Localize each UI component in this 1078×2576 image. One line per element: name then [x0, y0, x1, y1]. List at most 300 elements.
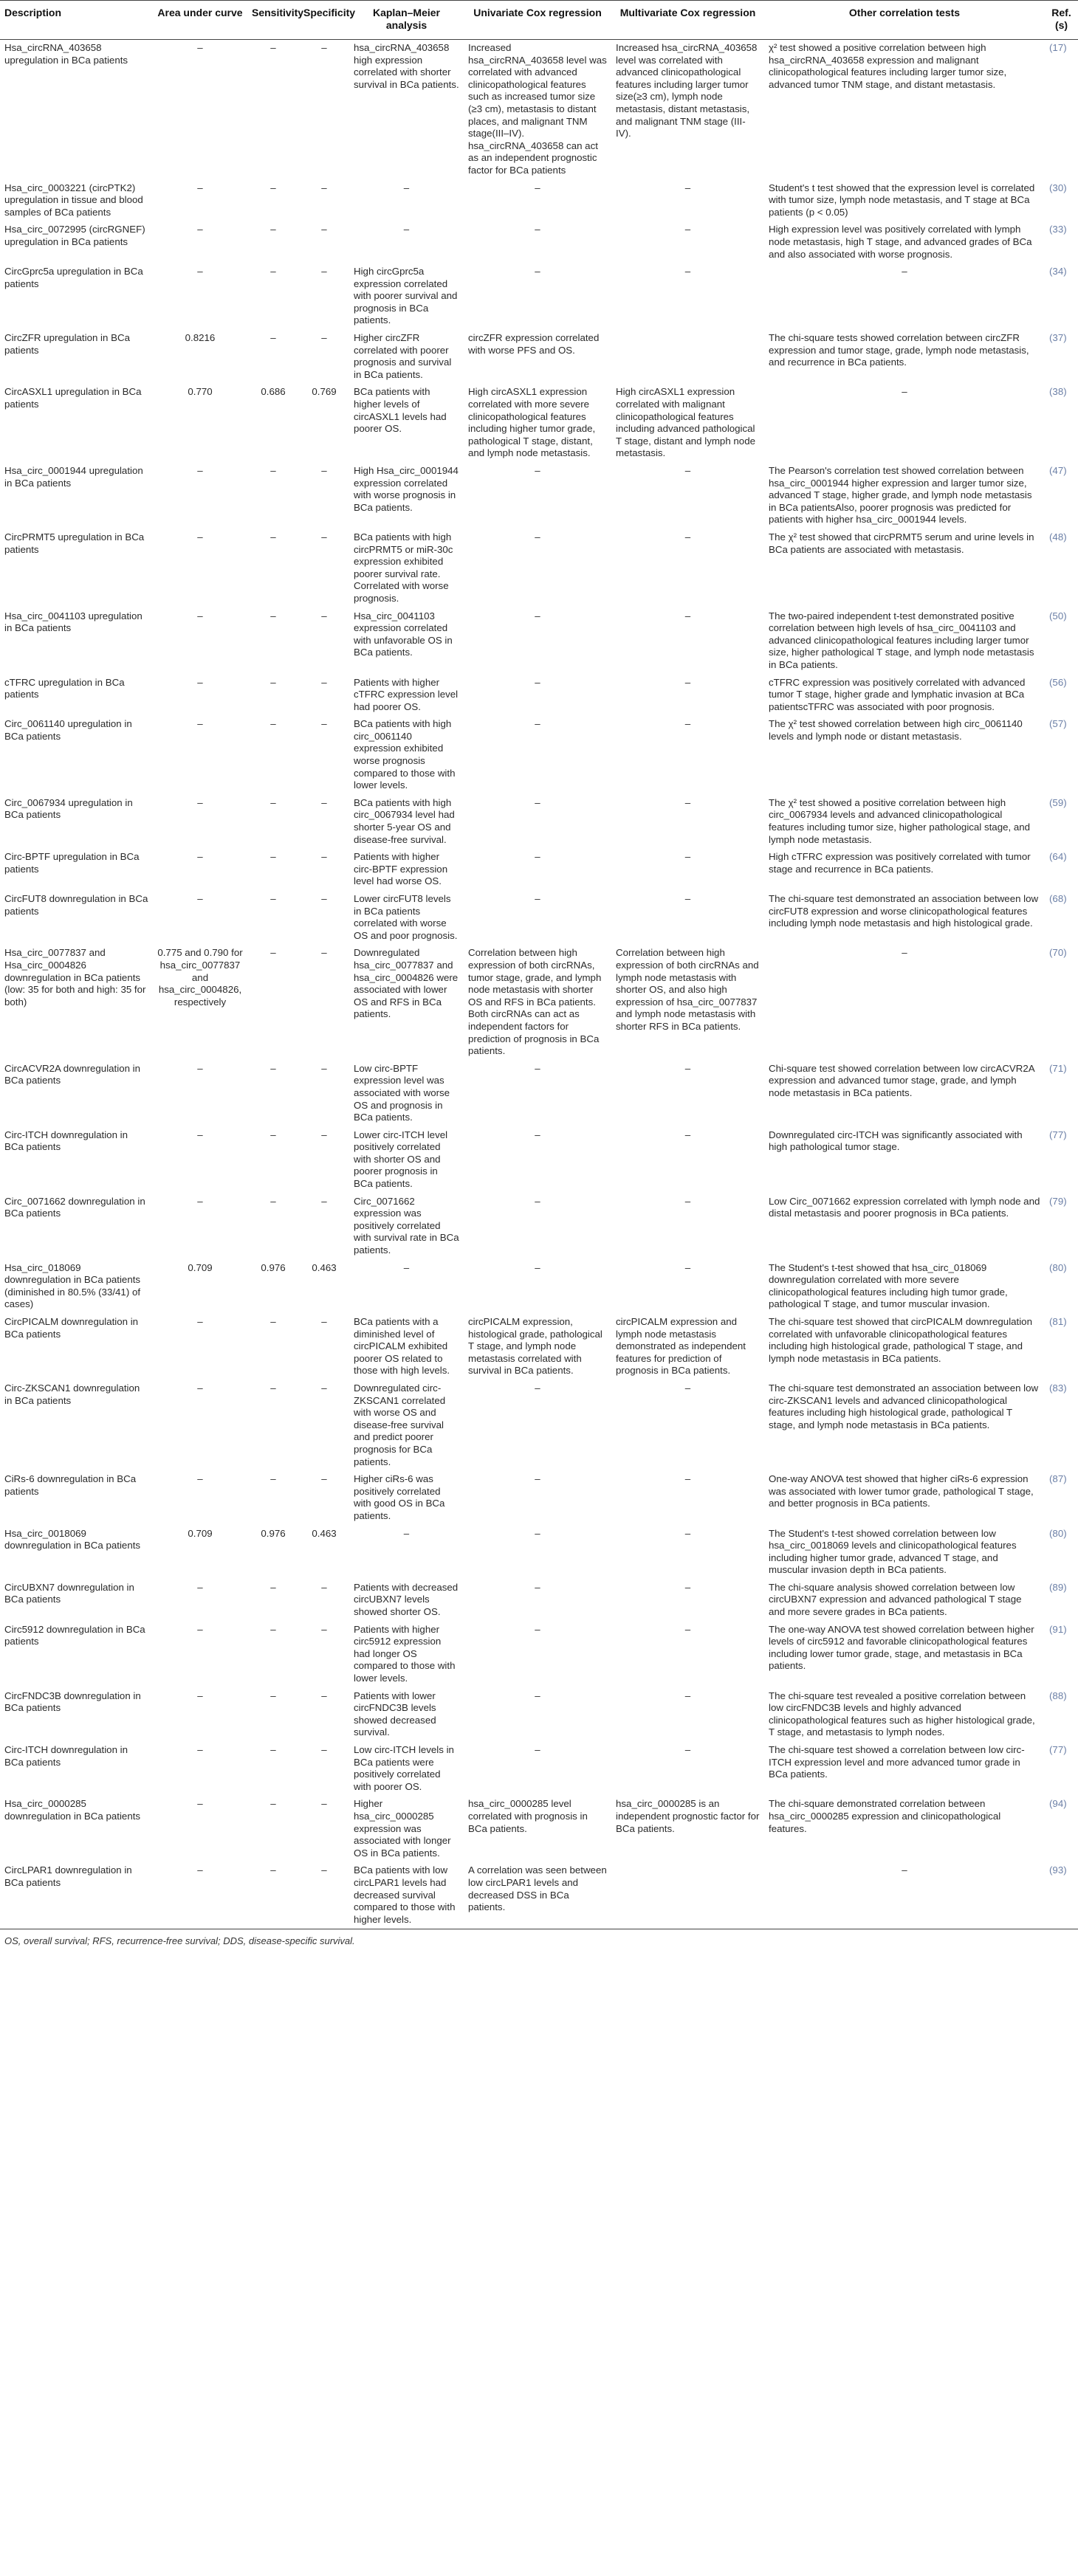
cell-auc: – [197, 42, 203, 53]
cell-specificity: – [321, 851, 327, 863]
cell-auc: – [197, 1473, 203, 1485]
cell-ref: (30) [1049, 182, 1067, 193]
cell-univariate: – [535, 1690, 540, 1701]
cell-ref: (59) [1049, 796, 1067, 808]
table-row [0, 1622, 1078, 1688]
cell-sensitivity: – [270, 1690, 276, 1701]
cell-auc: – [197, 1744, 203, 1755]
cell-auc: – [197, 718, 203, 730]
cell-specificity: – [321, 224, 327, 235]
table-footnote: OS, overall survival; RFS, recurrence-free survival; DDS, disease-specific survival. [4, 1935, 355, 1947]
cell-other-tests: High expression level was positively correlated with lymph node metastasis, high T stage, and advanced grades of BCa and also associated with worse prognosis. [769, 224, 1032, 260]
cell-other-tests: cTFRC expression was positively correlated with advanced tumor T stage, higher grade and lymphatic invasion at BCa patientscTFRC was associated with poor prognosis. [769, 676, 1026, 712]
cell-sensitivity: – [247, 1862, 299, 1929]
cell-ref: (33) [1049, 224, 1067, 235]
cell-univariate: – [535, 266, 540, 278]
header-ref: Ref. (s) [1045, 1, 1078, 40]
cell-other-tests: The chi-square test demonstrated an association between low circFUT8 expression and worse clinicopathological features including lymph node metastasis and high histological grade. [769, 893, 1039, 929]
cell-specificity: 0.463 [312, 1261, 337, 1273]
table-row [0, 1380, 1078, 1471]
cell-kaplan-meier: BCa patients with high circ_0061140 expression exhibited worse prognosis compared to those with lower levels. [354, 718, 456, 791]
cell-multivariate: circPICALM expression and lymph node metastasis demonstrated as independent features for prediction of prognosis in BCa patients. [616, 1316, 746, 1377]
cell-other-tests: The chi-square test revealed a positive correlation between low circFNDC3B levels and highly advanced clinicopathological features such as higher histological grade, T stage, and metastasis to lymph nodes. [769, 1690, 1035, 1738]
cell-multivariate: – [684, 1261, 691, 1273]
cell-sensitivity: – [270, 224, 276, 235]
cell-description: Hsa_circ_0001944 upregulation in BCa patients [4, 465, 143, 489]
cell-description: Hsa_circRNA_403658 upregulation in BCa patients [4, 42, 128, 66]
cell-multivariate: – [684, 1690, 691, 1701]
header-description: Description [0, 1, 153, 40]
cell-description: Circ_0071662 downregulation in BCa patients [4, 1195, 145, 1219]
cell-univariate: – [535, 1623, 540, 1635]
table-row [0, 675, 1078, 717]
cell-other-tests: The chi-square test demonstrated an association between low circ-ZKSCAN1 levels and advanced clinicopathological features including high histological grade, pathological T stage, and lymph node metastasis in BCa patients. [769, 1382, 1039, 1430]
cell-sensitivity: – [270, 1744, 276, 1755]
cell-kaplan-meier: Higher ciRs-6 was positively correlated with good OS in BCa patients. [354, 1473, 445, 1521]
cell-multivariate: – [684, 796, 691, 808]
cell-multivariate: – [684, 224, 691, 235]
cell-sensitivity: – [270, 947, 276, 959]
cell-kaplan-meier: – [403, 182, 410, 193]
cell-kaplan-meier: – [403, 1261, 410, 1273]
cell-kaplan-meier: Downregulated hsa_circ_0077837 and hsa_circ_0004826 were associated with lower OS and RFS in BCa patients. [354, 947, 459, 1020]
cell-kaplan-meier: Patients with higher circ-BPTF expression level had worse OS. [354, 851, 448, 887]
cell-sensitivity: – [270, 1195, 276, 1207]
cell-specificity: – [321, 182, 327, 193]
cell-other-tests: The χ² test showed that circPRMT5 serum and urine levels in BCa patients are associated with metastasis. [769, 531, 1034, 555]
cell-sensitivity: – [270, 1062, 276, 1074]
cell-description: CircFNDC3B downregulation in BCa patients [4, 1690, 141, 1714]
cell-specificity: 0.463 [312, 1527, 337, 1539]
table-row [0, 330, 1078, 384]
cell-univariate: High circASXL1 expression correlated with more severe clinicopathological features including higher tumor grade, pathological T stage, distant, and lymph node metastasis. [468, 386, 596, 459]
cell-description: Circ-ITCH downregulation in BCa patients [4, 1744, 128, 1768]
cell-other-tests: The one-way ANOVA test showed correlation between higher levels of circ5912 and favorable clinicopathological features including lower tumor grade, stage, and metastasis in BCa patients. [769, 1623, 1034, 1672]
table-row [0, 1471, 1078, 1525]
cell-multivariate [611, 330, 764, 384]
cell-ref: (71) [1049, 1062, 1067, 1074]
table-row [0, 1194, 1078, 1260]
cell-other-tests: The χ² test showed correlation between high circ_0061140 levels and lymph node or distant metastasis. [769, 718, 1023, 742]
cell-univariate: – [535, 676, 540, 688]
cell-description: Circ_0061140 upregulation in BCa patients [4, 718, 132, 742]
cell-auc: 0.770 [188, 386, 213, 398]
cell-sensitivity: – [270, 1129, 276, 1140]
cell-specificity: – [321, 1382, 327, 1394]
cell-multivariate: – [684, 718, 691, 730]
cell-specificity: – [321, 531, 327, 543]
cell-multivariate: – [684, 610, 691, 621]
cell-kaplan-meier: BCa patients with high circPRMT5 or miR-30c expression exhibited poorer survival rate. Correlated with worse prognosis. [354, 531, 453, 604]
table-row [0, 40, 1078, 180]
cell-univariate: – [535, 1261, 540, 1273]
cell-specificity: – [299, 1862, 349, 1929]
cell-sensitivity: – [270, 266, 276, 278]
cell-auc: – [197, 796, 203, 808]
cell-ref: (79) [1049, 1195, 1067, 1207]
cell-other-tests: The chi-square test showed that circPICALM downregulation correlated with unfavorable clinicopathological features including high histological grade, pathological T stage, and lymph node metastasis in BCa patients. [769, 1316, 1032, 1364]
cell-ref: (34) [1049, 266, 1067, 278]
cell-auc: – [197, 1382, 203, 1394]
cell-univariate: – [535, 224, 540, 235]
cell-description: CircUBXN7 downregulation in BCa patients [4, 1581, 134, 1605]
cell-auc: 0.709 [188, 1527, 213, 1539]
table-row [0, 795, 1078, 849]
cell-description: CircLPAR1 downregulation in BCa patients [0, 1862, 153, 1929]
cell-auc: – [197, 1690, 203, 1701]
cell-multivariate: Increased hsa_circRNA_403658 level was correlated with advanced clinicopathological features including larger tumor size(≥3 cm), lymph node metastasis, distant metastasis, and malignant TNM stage (III-IV). [616, 42, 758, 140]
cell-kaplan-meier: Patients with lower circFNDC3B levels showed decreased survival. [354, 1690, 436, 1738]
cell-ref: (47) [1049, 465, 1067, 476]
cell-kaplan-meier: Low circ-BPTF expression level was associated with worse OS and prognosis in BCa patients. [354, 1062, 450, 1123]
cell-description: Hsa_circ_0000285 downregulation in BCa patients [4, 1798, 141, 1822]
cell-kaplan-meier: Circ_0071662 expression was positively correlated with survival rate in BCa patients. [354, 1195, 459, 1256]
table-row [0, 221, 1078, 264]
cell-description: CircZFR upregulation in BCa patients [4, 332, 130, 356]
cell-multivariate: – [684, 851, 691, 863]
cell-specificity: – [321, 465, 327, 476]
cell-description: Circ-ZKSCAN1 downregulation in BCa patients [4, 1382, 140, 1406]
table-row [0, 384, 1078, 463]
cell-multivariate: High circASXL1 expression correlated with malignant clinicopathological features including advanced pathological T stage, distant and lymph node metastasis. [616, 386, 755, 459]
table-body [0, 40, 1078, 1929]
cell-auc: – [197, 1623, 203, 1635]
cell-other-tests: The chi-square demonstrated correlation between hsa_circ_0000285 expression and clinicopathological features. [769, 1798, 1001, 1834]
cell-specificity: – [321, 1744, 327, 1755]
cell-other-tests: The χ² test showed a positive correlation between high circ_0067934 levels and advanced clinicopathological features including tumor size, higher pathological stage, and lymph node metastasis. [769, 796, 1031, 845]
table-row [0, 1061, 1078, 1127]
cell-sensitivity: – [270, 718, 276, 730]
cell-specificity: – [321, 42, 327, 53]
cell-ref: (68) [1049, 893, 1067, 904]
cell-auc: – [197, 610, 203, 621]
cell-sensitivity: – [270, 851, 276, 863]
cell-univariate: – [535, 851, 540, 863]
cell-other-tests: The Pearson's correlation test showed correlation between hsa_circ_0001944 higher expression and larger tumor size, advanced T stage, higher grade, and lymph node metastasis in BCa patientsAlso, poorer prognosis was predicted for patients with higher hsa_circ_0001944 levels. [769, 465, 1032, 526]
cell-ref: (87) [1049, 1473, 1067, 1485]
cell-ref: (57) [1049, 718, 1067, 730]
cell-other-tests: Downregulated circ-ITCH was significantly associated with high pathological tumor stage. [769, 1129, 1023, 1153]
cell-multivariate: – [684, 676, 691, 688]
cell-ref: (93) [1045, 1862, 1078, 1929]
cell-auc: – [197, 1195, 203, 1207]
cell-specificity: – [321, 1316, 327, 1327]
cell-sensitivity: – [270, 1623, 276, 1635]
cell-multivariate: – [684, 893, 691, 904]
table-row [0, 1260, 1078, 1314]
cell-kaplan-meier: Higher hsa_circ_0000285 expression was associated with longer OS in BCa patients. [354, 1798, 451, 1859]
cell-other-tests: The two-paired independent t-test demonstrated positive correlation between high levels of hsa_circ_0041103 and advanced clinicopathological features including larger tumor size, higher pathological T stage, and lymph node metastasis in BCa patients. [769, 610, 1034, 670]
cell-ref: (77) [1049, 1129, 1067, 1140]
table-row [0, 463, 1078, 529]
cell-sensitivity: – [270, 465, 276, 476]
cell-auc: – [197, 851, 203, 863]
cell-ref: (64) [1049, 851, 1067, 863]
cell-multivariate: – [684, 1473, 691, 1485]
cell-univariate: – [535, 531, 540, 543]
cell-auc: – [197, 531, 203, 543]
cell-sensitivity: – [270, 1473, 276, 1485]
cell-description: CircASXL1 upregulation in BCa patients [4, 386, 142, 410]
cell-description: CircFUT8 downregulation in BCa patients [4, 893, 148, 917]
cell-univariate: – [535, 465, 540, 476]
cell-multivariate: – [684, 1382, 691, 1394]
cell-specificity: – [321, 1062, 327, 1074]
cell-other-tests: Student's t test showed that the expression level is correlated with tumor size, lymph node metastasis, and T stage at BCa patients (p < 0.05) [769, 182, 1035, 218]
cell-sensitivity: – [270, 676, 276, 688]
cell-specificity: – [321, 796, 327, 808]
cell-description: Hsa_circ_0041103 upregulation in BCa patients [4, 610, 143, 634]
header-kaplan-meier: Kaplan–Meier analysis [349, 1, 464, 40]
cell-multivariate: – [684, 1195, 691, 1207]
cell-specificity: 0.769 [312, 386, 337, 398]
cell-description: Hsa_circ_0003221 (circPTK2) upregulation in tissue and blood samples of BCa patients [4, 182, 143, 218]
cell-univariate: – [535, 893, 540, 904]
cell-other-tests: – [764, 1862, 1045, 1929]
cell-other-tests: The Student's t-test showed correlation between low hsa_circ_0018069 levels and clinicopathological features including higher tumor grade, advanced T stage, and muscular invasion depth in BCa patients. [769, 1527, 1017, 1576]
cell-kaplan-meier: Hsa_circ_0041103 expression correlated with unfavorable OS in BCa patients. [354, 610, 453, 658]
cell-description: Hsa_circ_018069 downregulation in BCa patients (diminished in 80.5% (33/41) of cases) [4, 1261, 141, 1310]
table-row [0, 1580, 1078, 1622]
cell-kaplan-meier: Patients with higher cTFRC expression level had poorer OS. [354, 676, 459, 712]
cell-multivariate: – [684, 1581, 691, 1593]
cell-multivariate: – [684, 465, 691, 476]
cell-univariate: – [535, 1581, 540, 1593]
cell-specificity: – [321, 1623, 327, 1635]
cell-univariate: – [535, 1527, 540, 1539]
cell-multivariate: – [684, 1623, 691, 1635]
cell-sensitivity: – [270, 1382, 276, 1394]
cell-kaplan-meier: Lower circFUT8 levels in BCa patients correlated with worse OS and poor prognosis. [354, 893, 458, 941]
table-row [0, 945, 1078, 1060]
cell-kaplan-meier: Lower circ-ITCH level positively correlated with shorter OS and poorer prognosis in BCa patients. [354, 1129, 448, 1190]
header-univariate: Univariate Cox regression [464, 1, 611, 40]
cell-auc: – [197, 182, 203, 193]
cell-kaplan-meier: Downregulated circ-ZKSCAN1 correlated with worse OS and disease-free survival and predict poorer prognosis for BCa patients. [354, 1382, 446, 1467]
cell-univariate: circPICALM expression, histological grade, pathological T stage, and lymph node metastasis correlated with survival in BCa patients. [468, 1316, 602, 1377]
cell-kaplan-meier: BCa patients with high circ_0067934 level had shorter 5-year OS and disease-free survival. [354, 796, 455, 845]
cell-ref: (81) [1049, 1316, 1067, 1327]
cell-univariate: Increased hsa_circRNA_403658 level was correlated with advanced clinicopathological features such as increased tumor size (≥3 cm), metastasis to distant places, and malignant TNM stage(III–IV). hsa_circRNA_403658 can act as an independent prognostic factor for BCa patients [468, 42, 607, 176]
cell-auc: – [197, 1316, 203, 1327]
cell-specificity: – [321, 1690, 327, 1701]
cell-multivariate: – [684, 531, 691, 543]
cell-univariate: circZFR expression correlated with worse PFS and OS. [468, 332, 600, 356]
cell-auc: 0.8216 [185, 332, 216, 344]
cell-auc: 0.709 [188, 1261, 213, 1273]
cell-description: Hsa_circ_0018069 downregulation in BCa patients [4, 1527, 141, 1552]
cell-other-tests: χ² test showed a positive correlation between high hsa_circRNA_403658 expression and malignant clinicopathological features including larger tumor size, advanced tumor TNM stage, and distant metastasis. [769, 42, 1007, 90]
cell-kaplan-meier: Higher circZFR correlated with poorer prognosis and survival in BCa patients. [354, 332, 452, 380]
cell-ref: (94) [1049, 1798, 1067, 1810]
cell-multivariate: – [684, 182, 691, 193]
cell-specificity: – [321, 332, 327, 344]
cell-univariate: – [535, 1744, 540, 1755]
cell-univariate: – [535, 796, 540, 808]
cell-ref: (56) [1049, 676, 1067, 688]
header-auc: Area under curve [153, 1, 247, 40]
cell-other-tests: Chi-square test showed correlation between low circACVR2A expression and advanced tumor stage, grade, and lymph node metastasis in BCa patients. [769, 1062, 1034, 1098]
table-row [0, 1862, 1078, 1929]
cell-description: CiRs-6 downregulation in BCa patients [4, 1473, 137, 1497]
table-row [0, 608, 1078, 675]
cell-specificity: – [321, 1581, 327, 1593]
cell-description: CircPRMT5 upregulation in BCa patients [4, 531, 145, 555]
table-row [0, 1526, 1078, 1580]
table-row [0, 716, 1078, 795]
cell-kaplan-meier: Patients with higher circ5912 expression had longer OS compared to those with lower levels. [354, 1623, 456, 1684]
cell-auc: 0.775 and 0.790 for hsa_circ_0077837 and hsa_circ_0004826, respectively [157, 947, 243, 1008]
cell-ref: (37) [1049, 332, 1067, 344]
cell-description: CircACVR2A downregulation in BCa patients [4, 1062, 141, 1086]
cell-other-tests: The Student's t-test showed that hsa_circ_018069 downregulation correlated with more severe clinicopathological features including high tumor grade, pathological T stage, and tumor muscular invasion. [769, 1261, 1008, 1310]
cell-multivariate: – [684, 266, 691, 278]
cell-description: Circ_0067934 upregulation in BCa patients [4, 796, 133, 821]
table-row [0, 1796, 1078, 1862]
cell-ref: (91) [1049, 1623, 1067, 1635]
cell-description: Circ-BPTF upregulation in BCa patients [4, 851, 140, 875]
cell-auc: – [153, 1862, 247, 1929]
header-row [0, 1, 1078, 40]
cell-ref: (89) [1049, 1581, 1067, 1593]
cell-description: Hsa_circ_0072995 (circRGNEF) upregulation in BCa patients [4, 224, 145, 247]
cell-other-tests: – [902, 266, 907, 278]
cell-specificity: – [321, 1798, 327, 1810]
cell-sensitivity: – [270, 1581, 276, 1593]
cell-other-tests: The chi-square test showed a correlation between low circ-ITCH expression level and more advanced tumor grade in BCa patients. [769, 1744, 1025, 1780]
cell-ref: (80) [1049, 1527, 1067, 1539]
cell-auc: – [197, 1062, 203, 1074]
cell-kaplan-meier: BCa patients with a diminished level of circPICALM exhibited poorer OS related to those with high levels. [354, 1316, 450, 1377]
table-row [0, 891, 1078, 945]
cell-sensitivity: 0.976 [261, 1261, 286, 1273]
cell-ref: (50) [1049, 610, 1067, 621]
table-row [0, 1742, 1078, 1796]
cell-auc: – [197, 893, 203, 904]
cell-description: Circ5912 downregulation in BCa patients [4, 1623, 145, 1647]
cell-ref: (17) [1049, 42, 1067, 53]
cell-auc: – [197, 465, 203, 476]
cell-description: Hsa_circ_0077837 and Hsa_circ_0004826 downregulation in BCa patients (low: 35 for both and high: 35 for both) [4, 947, 146, 1008]
cell-auc: – [197, 1129, 203, 1140]
header-specificity: Specificity [299, 1, 349, 40]
cell-description: Circ-ITCH downregulation in BCa patients [4, 1129, 128, 1153]
cell-specificity: – [321, 1195, 327, 1207]
table-row [0, 180, 1078, 222]
cell-specificity: – [321, 676, 327, 688]
cell-description: CircPICALM downregulation in BCa patients [4, 1316, 139, 1340]
cell-sensitivity: – [270, 531, 276, 543]
cell-sensitivity: – [270, 893, 276, 904]
cell-auc: – [197, 224, 203, 235]
cell-sensitivity: – [270, 42, 276, 53]
cell-univariate: – [535, 1382, 540, 1394]
table-row [0, 1314, 1078, 1380]
cell-sensitivity: – [270, 182, 276, 193]
cell-kaplan-meier: Low circ-ITCH levels in BCa patients were positively correlated with poorer OS. [354, 1744, 454, 1792]
cell-multivariate: – [684, 1129, 691, 1140]
table-row [0, 264, 1078, 330]
cell-specificity: – [321, 1473, 327, 1485]
cell-univariate: – [535, 1195, 540, 1207]
cell-ref: (88) [1049, 1690, 1067, 1701]
cell-kaplan-meier: High Hsa_circ_0001944 expression correlated with worse prognosis in BCa patients. [354, 465, 459, 513]
cell-ref: (70) [1049, 947, 1067, 959]
cell-univariate: – [535, 718, 540, 730]
cell-univariate: – [535, 182, 540, 193]
header-multivariate: Multivariate Cox regression [611, 1, 764, 40]
cell-univariate: hsa_circ_0000285 level correlated with prognosis in BCa patients. [468, 1798, 588, 1834]
cell-kaplan-meier: High circGprc5a expression correlated with poorer survival and prognosis in BCa patients. [354, 266, 458, 326]
cell-other-tests: One-way ANOVA test showed that higher ciRs-6 expression was associated with lower tumor grade, pathological T stage, and better prognosis in BCa patients. [769, 1473, 1034, 1509]
cell-description: CircGprc5a upregulation in BCa patients [4, 266, 143, 289]
cell-univariate: – [535, 1129, 540, 1140]
cell-ref: (77) [1049, 1744, 1067, 1755]
cell-auc: – [197, 266, 203, 278]
cell-kaplan-meier: – [403, 1527, 410, 1539]
cell-ref: (83) [1049, 1382, 1067, 1394]
cell-sensitivity: – [270, 796, 276, 808]
cell-sensitivity: – [270, 1798, 276, 1810]
cell-other-tests: – [902, 947, 907, 959]
cell-specificity: – [321, 718, 327, 730]
cell-other-tests: High cTFRC expression was positively correlated with tumor stage and recurrence in BCa patients. [769, 851, 1031, 875]
cell-ref: (48) [1049, 531, 1067, 543]
cell-multivariate: – [684, 1527, 691, 1539]
cell-description: cTFRC upregulation in BCa patients [4, 676, 125, 700]
cell-univariate: – [535, 1062, 540, 1074]
cell-sensitivity: 0.976 [261, 1527, 286, 1539]
cell-multivariate: – [684, 1062, 691, 1074]
cell-sensitivity: 0.686 [261, 386, 286, 398]
cell-univariate: – [535, 1473, 540, 1485]
cell-univariate: A correlation was seen between low circLPAR1 levels and decreased DSS in BCa patients. [464, 1862, 611, 1929]
cell-specificity: – [321, 610, 327, 621]
cell-kaplan-meier: Patients with decreased circUBXN7 levels showed shorter OS. [354, 1581, 459, 1618]
cell-other-tests: The chi-square analysis showed correlation between low circUBXN7 expression and advanced pathological T stage and more severe grades in BCa patients. [769, 1581, 1022, 1618]
header-sensitivity: Sensitivity [247, 1, 299, 40]
cell-other-tests: The chi-square tests showed correlation between circZFR expression and tumor stage, grade, lymph node metastasis, and recurrence in BCa patients. [769, 332, 1029, 368]
cell-specificity: – [321, 1129, 327, 1140]
cell-sensitivity: – [270, 332, 276, 344]
table-row [0, 849, 1078, 891]
cell-multivariate: Correlation between high expression of both circRNAs and lymph node metastasis with shorter OS, and also high expression of hsa_circ_0077837 and lymph node metastasis with shorter RFS in BCa patients. [616, 947, 759, 1032]
cell-kaplan-meier: BCa patients with higher levels of circASXL1 levels had poorer OS. [354, 386, 447, 435]
cell-auc: – [197, 1581, 203, 1593]
cell-sensitivity: – [270, 1316, 276, 1327]
cell-auc: – [197, 1798, 203, 1810]
cell-ref: (80) [1049, 1261, 1067, 1273]
cell-specificity: – [321, 893, 327, 904]
cell-multivariate [611, 1862, 764, 1929]
table-row [0, 1127, 1078, 1194]
cell-specificity: – [321, 266, 327, 278]
cell-kaplan-meier: BCa patients with low circLPAR1 levels had decreased survival compared to those with higher levels. [349, 1862, 464, 1929]
cell-kaplan-meier: hsa_circRNA_403658 high expression correlated with shorter survival in BCa patients. [354, 42, 459, 90]
cell-univariate: – [535, 610, 540, 621]
cell-specificity: – [321, 947, 327, 959]
header-other-tests: Other correlation tests [764, 1, 1045, 40]
cell-other-tests: Low Circ_0071662 expression correlated with lymph node and distal metastasis and poorer prognosis in BCa patients. [769, 1195, 1040, 1219]
cell-ref: (38) [1049, 386, 1067, 398]
cell-univariate: Correlation between high expression of both circRNAs, tumor stage, grade, and lymph node metastasis with shorter OS and RFS in BCa patients. Both circRNAs can act as independent factors for prediction of prognosis in BCa patients. [468, 947, 602, 1057]
cell-sensitivity: – [270, 610, 276, 621]
cell-auc: – [197, 676, 203, 688]
table-row [0, 529, 1078, 608]
table-row [0, 1688, 1078, 1742]
cell-other-tests: – [902, 386, 907, 398]
cell-kaplan-meier: – [403, 224, 410, 235]
